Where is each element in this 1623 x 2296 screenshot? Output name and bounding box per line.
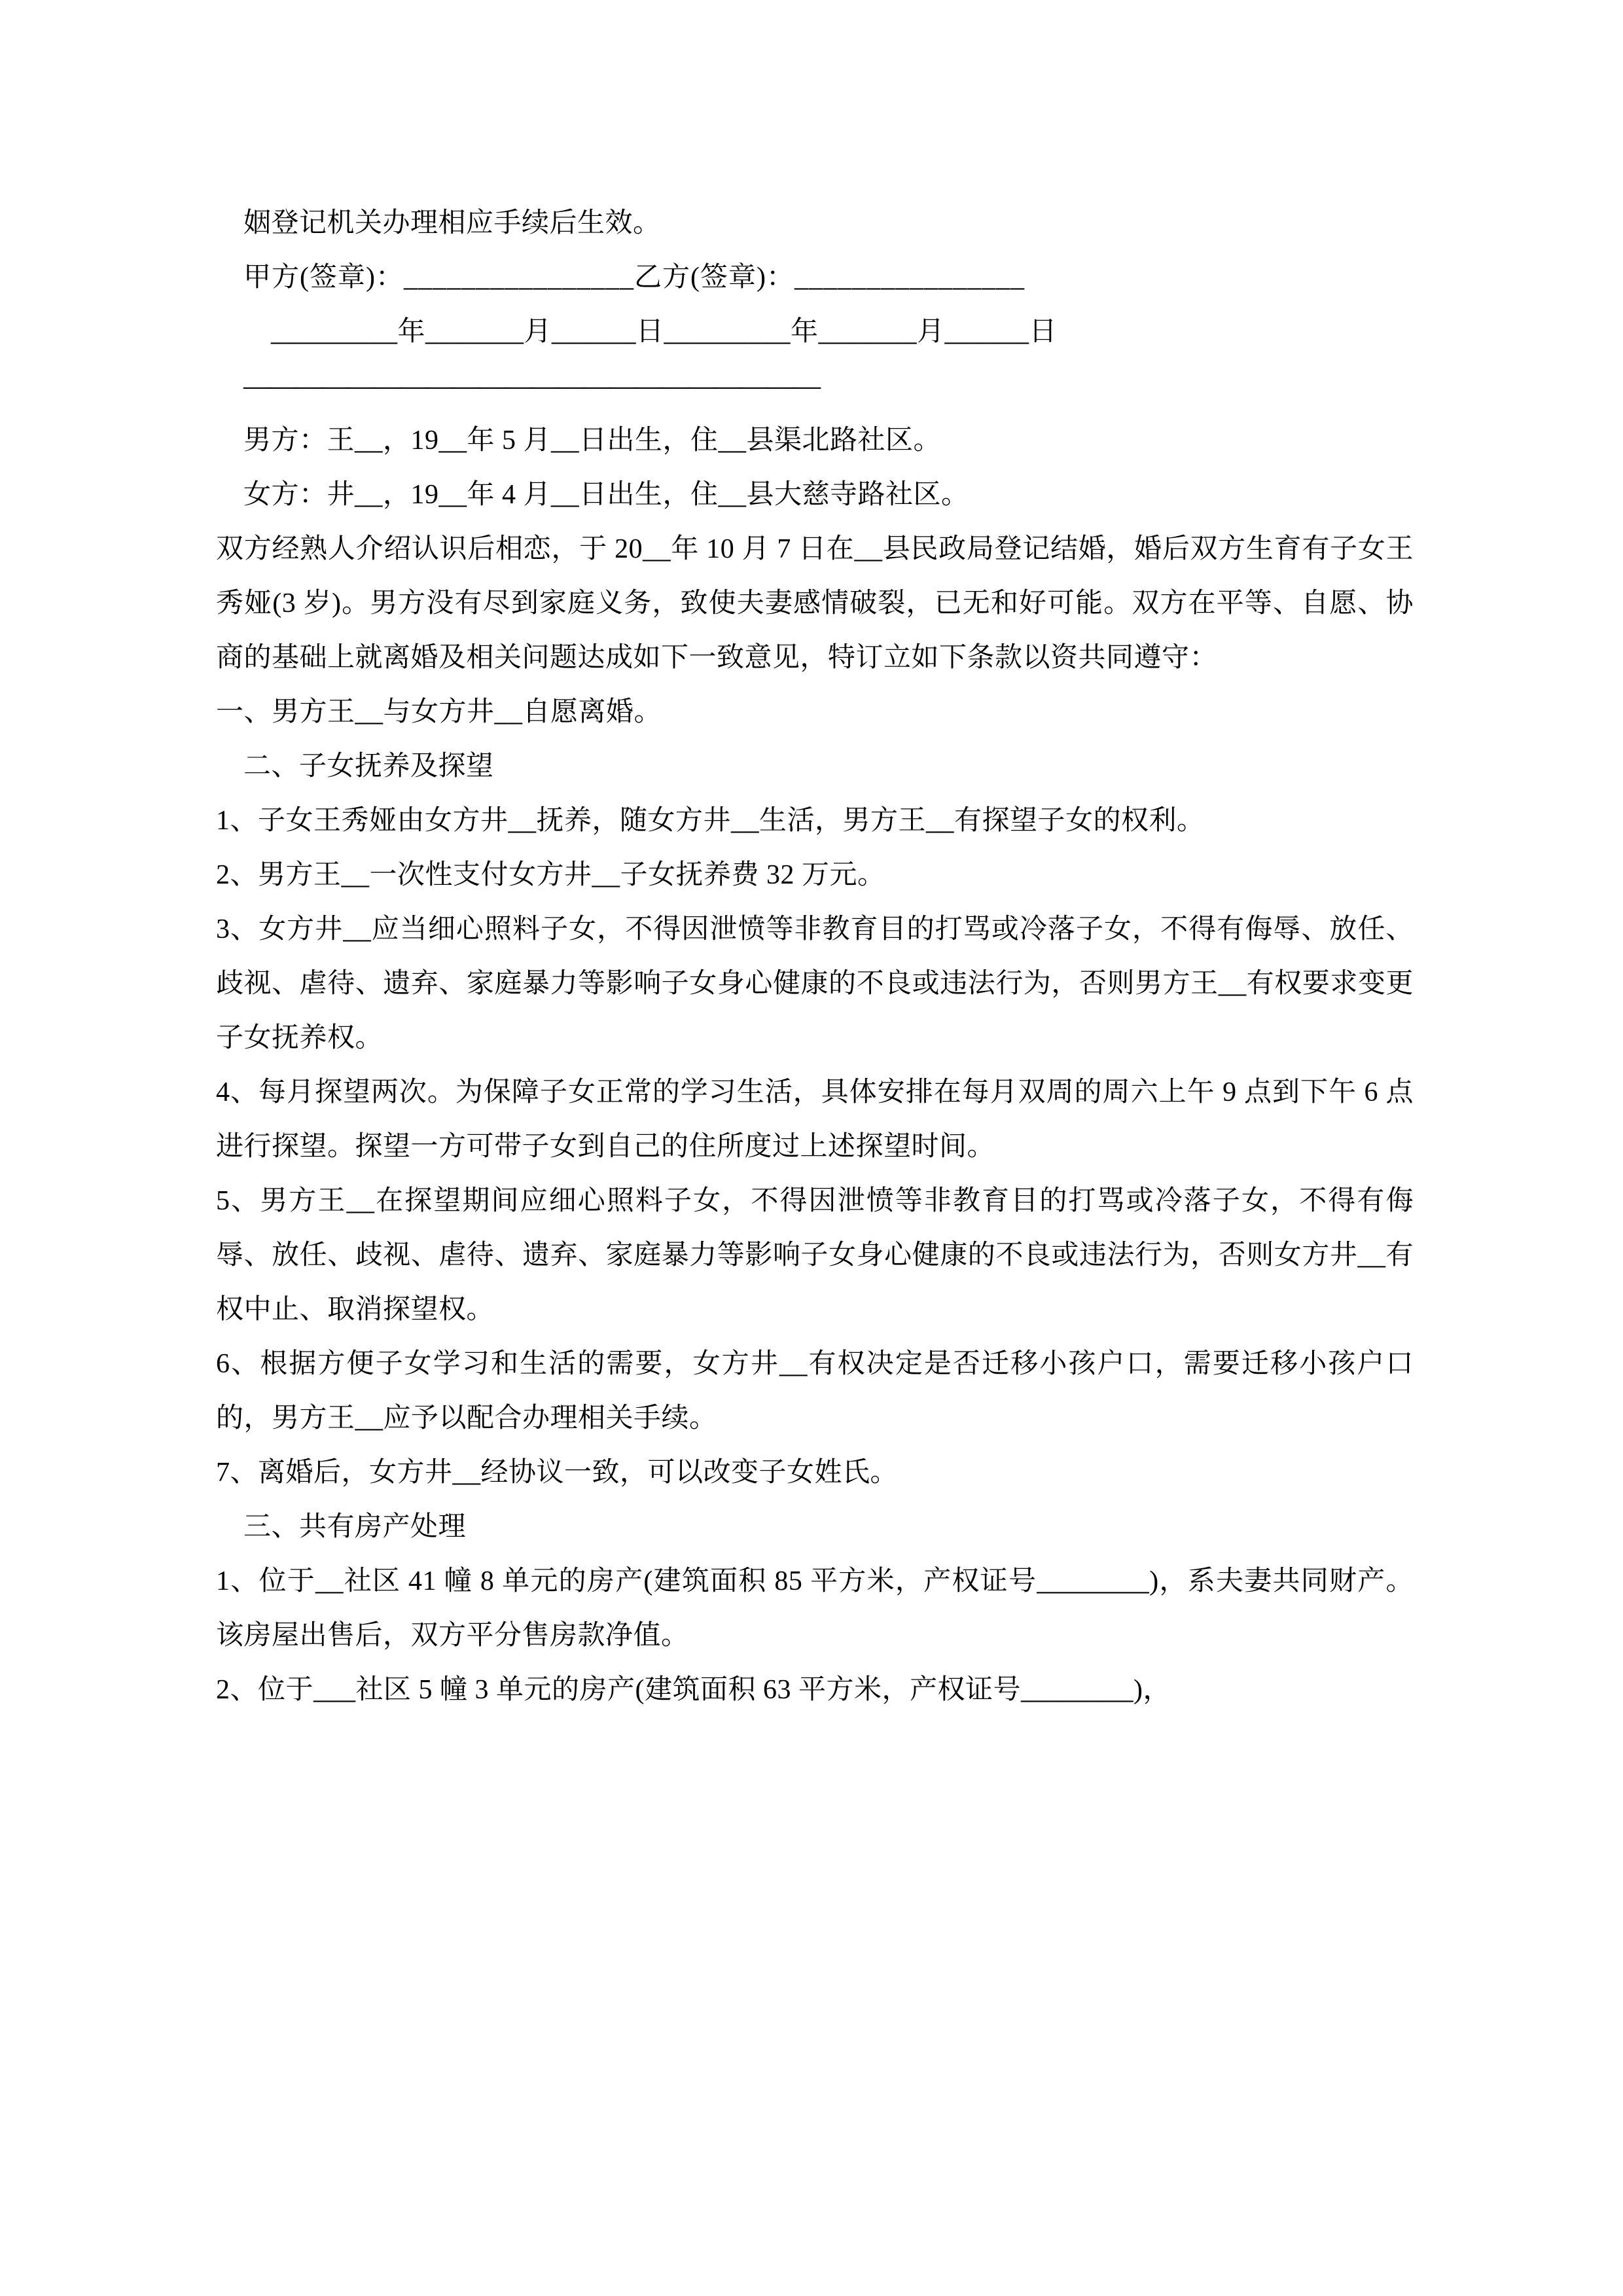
paragraph-date-line: _________年_______月______日_________年_______月______日 bbox=[271, 317, 1058, 347]
paragraph-wife-info: 女方：井__，19__年 4 月__日出生，住__县大慈寺路社区。 bbox=[243, 480, 969, 510]
paragraph-effective-clause: 姻登记机关办理相应手续后生效。 bbox=[243, 208, 661, 238]
paragraph-background: 双方经熟人介绍认识后相恋，于 20__年 10 月 7 日在__县民政局登记结婚，婚后双方生育有子女王秀娅(3 岁)。男方没有尽到家庭义务，致使夫妻感情破裂，已无和好可能。双方在平等、自愿、协商的基础上就离婚及相关问题达成如下一致意见，特订立如下条款以资共同遵守： bbox=[216, 534, 1414, 673]
paragraph-custody-5: 5、男方王__在探望期间应细心照料子女，不得因泄愤等非教育目的打骂或冷落子女，不得有侮辱、放任、歧视、虐待、遗弃、家庭暴力等影响子女身心健康的不良或违法行为，否则女方井__有权中止、取消探望权。 bbox=[216, 1186, 1414, 1325]
paragraph-husband-info: 男方：王__，19__年 5 月__日出生，住__县渠北路社区。 bbox=[243, 425, 942, 456]
paragraph-custody-7: 7、离婚后，女方井__经协议一致，可以改变子女姓氏。 bbox=[216, 1458, 899, 1488]
heading-article-two: 二、子女抚养及探望 bbox=[243, 751, 494, 781]
paragraph-custody-6: 6、根据方便子女学习和生活的需要，女方井__有权决定是否迁移小孩户口，需要迁移小孩户口的，男方王__应予以配合办理相关手续。 bbox=[216, 1349, 1414, 1433]
paragraph-custody-4: 4、每月探望两次。为保障子女正常的学习生活，具体安排在每月双周的周六上午 9 点到下午 6 点进行探望。探望一方可带子女到自己的住所度过上述探望时间。 bbox=[216, 1077, 1414, 1162]
paragraph-property-2: 2、位于___社区 5 幢 3 单元的房产(建筑面积 63 平方米，产权证号________)， bbox=[216, 1675, 1171, 1705]
document-body bbox=[216, 196, 1414, 1717]
horizontal-rule-text: —————————————————————— bbox=[243, 371, 819, 401]
paragraph-custody-2: 2、男方王__一次性支付女方井__子女抚养费 32 万元。 bbox=[216, 860, 885, 890]
paragraph-article-one: 一、男方王__与女方井__自愿离婚。 bbox=[216, 697, 662, 727]
paragraph-signature-line: 甲方(签章)：________________乙方(签章)：________________ bbox=[243, 262, 1025, 293]
paragraph-custody-1: 1、子女王秀娅由女方井__抚养，随女方井__生活，男方王__有探望子女的权利。 bbox=[216, 806, 1205, 836]
paragraph-property-1: 1、位于__社区 41 幢 8 单元的房产(建筑面积 85 平方米，产权证号________)，系夫妻共同财产。该房屋出售后，双方平分售房款净值。 bbox=[216, 1566, 1414, 1651]
paragraph-custody-3: 3、女方井__应当细心照料子女，不得因泄愤等非教育目的打骂或冷落子女，不得有侮辱、放任、歧视、虐待、遗弃、家庭暴力等影响子女身心健康的不良或违法行为，否则男方王__有权要求变更子女抚养权。 bbox=[216, 914, 1414, 1053]
heading-article-three: 三、共有房产处理 bbox=[243, 1512, 467, 1542]
